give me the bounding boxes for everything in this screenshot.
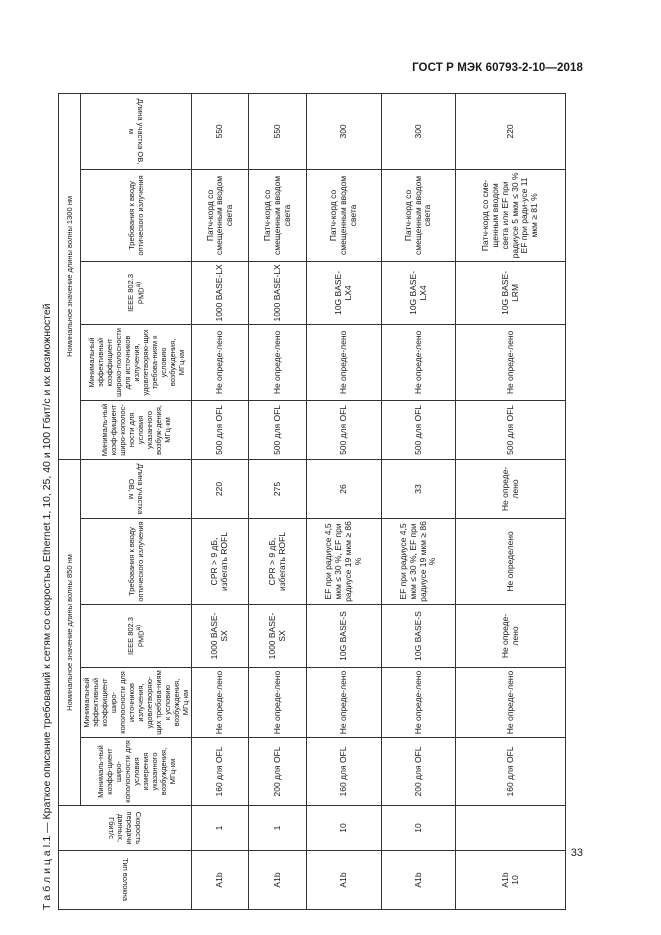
cell-rate: 10	[381, 806, 456, 851]
cell-len850: 220	[192, 459, 249, 518]
cell-ieee1300: 1000 BASE-LX	[249, 261, 306, 324]
cell-eff1300: Не опреде-лено	[456, 324, 566, 400]
cell-eff850: Не опреде-лено	[306, 668, 381, 738]
cell-launch850: EF при радиусе 4,5 мкм ≤ 30 %, EF при радиусе 19 мкм ≥ 86 %	[381, 519, 456, 605]
table-caption: Т а б л и ц а I.1 — Краткое описание требований к сетям со скоростью Ethernet 1, 10, 25, 40 и 100 Гбит/с и их возможностей	[41, 303, 53, 910]
cell-launch1300: Патч-корд со сме-щенным вводом света или EF при радиусе 5 мкм ≤ 30 % EF при ради-усе 11 мкм ≥ 81 %	[456, 169, 566, 261]
cell-bw1300: 500 для OFL	[249, 400, 306, 459]
cell-ieee1300: 10G BASE-LRM	[456, 261, 566, 324]
header-data-rate: Скорость передачи данных, Гбит/с	[59, 806, 192, 851]
header-min-bw-850: Минималь-ный коэфф-циент широ-кополосности для условия измерения указанного возбуждения, МГц·км	[81, 738, 192, 806]
header-min-eff-1300: Минимальный эффективный коэффициент широко-полосности для источников излучения, удовлетворяю-щих требова-ниям к условию возбуждения, МГц·км	[81, 324, 192, 400]
cell-ieee1300: 10G BASE-LX4	[306, 261, 381, 324]
cell-ieee850: 10G BASE-S	[381, 605, 456, 668]
cell-ieee850: 1000 BASE-SX	[192, 605, 249, 668]
cell-eff1300: Не опреде-лено	[306, 324, 381, 400]
cell-launch1300: Патч-корд со смещенным вводом света	[192, 169, 249, 261]
cell-fiber: A1b	[381, 851, 456, 910]
cell-eff850: Не опреде-лено	[249, 668, 306, 738]
table-row	[249, 93, 306, 909]
table-row	[192, 93, 249, 909]
cell-bw850: 160 для OFL	[456, 738, 566, 806]
cell-eff850: Не опреде-лено	[456, 668, 566, 738]
header-fiber-type: Тип волокна	[59, 851, 192, 910]
cell-rate: 10	[306, 806, 381, 851]
header-group-1300: Номинальное значение длины волны 1300 нм	[59, 93, 81, 459]
cell-eff850: Не опреде-лено	[381, 668, 456, 738]
cell-fiber: A1b	[249, 851, 306, 910]
cell-rate: 1	[249, 806, 306, 851]
cell-len850: 33	[381, 459, 456, 518]
cell-len1300: 220	[456, 93, 566, 169]
header-ieee-1300: IEEE 802.3 PMD$^{a)}$	[81, 261, 192, 324]
header-length-1300: Длина участка ОВ, м	[81, 93, 192, 169]
cell-eff1300: Не опреде-лено	[192, 324, 249, 400]
cell-len1300: 550	[249, 93, 306, 169]
cell-launch850: CPR > 9 дБ, избегать ROFL	[192, 519, 249, 605]
cell-ieee850: Не опреде-лено	[456, 605, 566, 668]
cell-rate: 1	[192, 806, 249, 851]
rotated-table-container	[36, 94, 566, 910]
header-group-850: Номинальное значение длины волны 850 нм	[59, 459, 81, 805]
cell-launch1300: Патч-корд со смещенным вводом света	[249, 169, 306, 261]
cell-ieee1300: 10G BASE-LX4	[381, 261, 456, 324]
cell-ieee850: 1000 BASE-SX	[249, 605, 306, 668]
header-length-850: Длина участка ОВ, м	[81, 459, 192, 518]
cell-bw1300: 500 для OFL	[192, 400, 249, 459]
header-min-eff-850: Минимальный эффективный коэффициент широ-кополосности для источников излучения, удовлетворяю-щих требова-ниям к условию возбуждения, МГц·км	[81, 668, 192, 738]
cell-bw850: 160 для OFL	[192, 738, 249, 806]
cell-bw850: 200 для OFL	[381, 738, 456, 806]
cell-launch850: CPR > 9 дБ, избегать ROFL	[249, 519, 306, 605]
table-row	[456, 93, 566, 909]
header-launch-1300: Требования к вводу оптического излучения	[81, 169, 192, 261]
header-ieee-850: IEEE 802.3 PMD$^{a)}$	[81, 605, 192, 668]
cell-len1300: 300	[306, 93, 381, 169]
cell-launch1300: Патч-корд со смещенным вводом света	[306, 169, 381, 261]
cell-rate	[456, 806, 566, 851]
table-row	[381, 93, 456, 909]
cell-launch1300: Патч-корд со смещенным вводом света	[381, 169, 456, 261]
table-row	[306, 93, 381, 909]
cell-eff1300: Не опреде-лено	[381, 324, 456, 400]
cell-len850: Не опреде-лено	[456, 459, 566, 518]
document-header: ГОСТ Р МЭК 60793-2-10—2018	[412, 62, 583, 74]
cell-eff850: Не опреде-лено	[192, 668, 249, 738]
cell-fiber: A1b	[192, 851, 249, 910]
cell-len850: 275	[249, 459, 306, 518]
cell-len1300: 550	[192, 93, 249, 169]
cell-fiber: A1b	[306, 851, 381, 910]
cell-bw850: 200 для OFL	[249, 738, 306, 806]
header-launch-850: Требования к вводу оптического излучения	[81, 519, 192, 605]
cell-ieee850: 10G BASE-S	[306, 605, 381, 668]
cell-bw1300: 500 для OFL	[456, 400, 566, 459]
cell-launch850: Не определено	[456, 519, 566, 605]
cell-ieee1300: 1000 BASE-LX	[192, 261, 249, 324]
requirements-table	[58, 93, 566, 910]
cell-len850: 26	[306, 459, 381, 518]
cell-eff1300: Не опреде-лено	[249, 324, 306, 400]
cell-bw1300: 500 для OFL	[306, 400, 381, 459]
cell-fiber: A1b 10	[456, 851, 566, 910]
cell-bw850: 160 для OFL	[306, 738, 381, 806]
cell-bw1300: 500 для OFL	[381, 400, 456, 459]
page-number: 33	[570, 847, 583, 859]
cell-len1300: 300	[381, 93, 456, 169]
header-min-bw-1300: Минималь-ный коэф-фициент широ-кополос-ности для условия указанного возбуж-дения, МГц·км	[81, 400, 192, 459]
cell-launch850: EF при радиусе 4,5 мкм ≤ 30 %, EF при радиусе 19 мкм ≥ 86 %	[306, 519, 381, 605]
